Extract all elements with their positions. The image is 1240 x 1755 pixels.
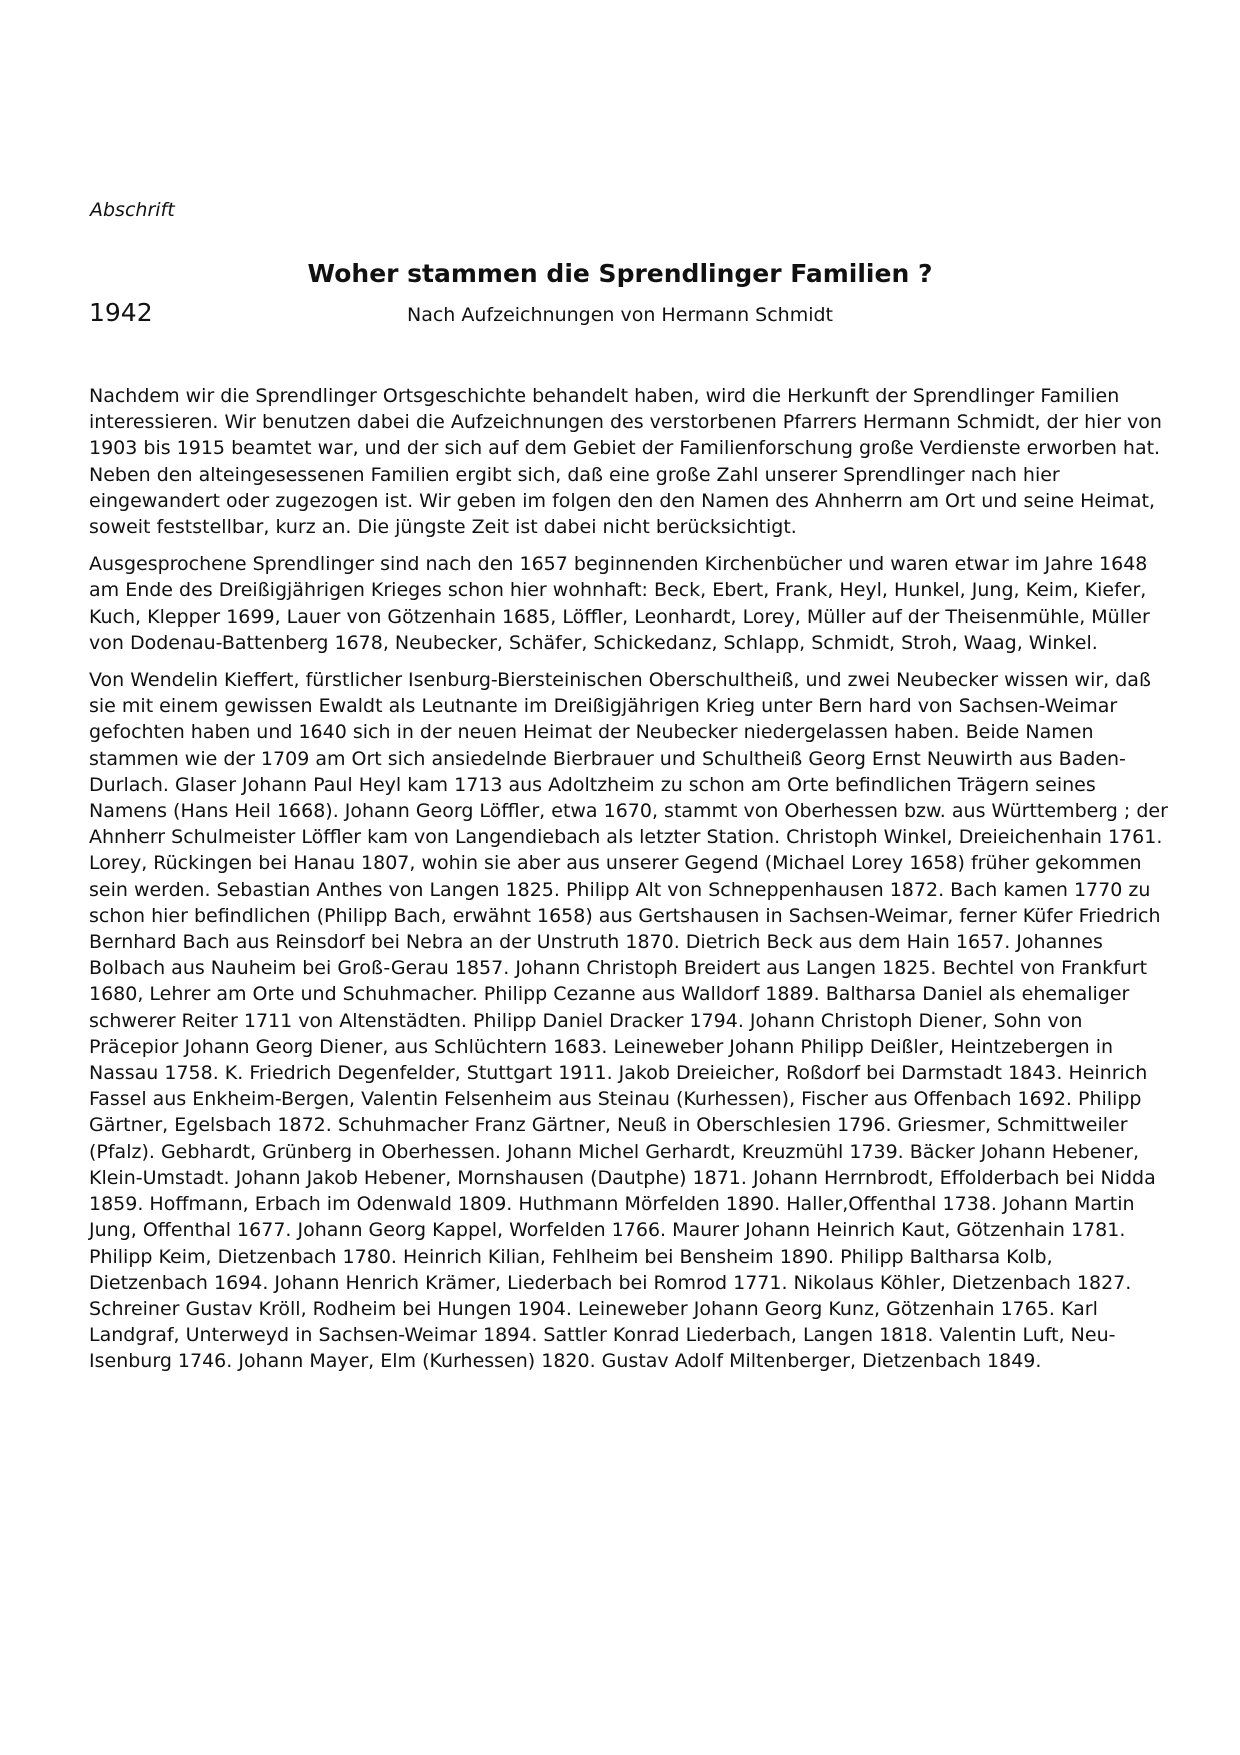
paragraph-native-families: Ausgesprochene Sprendlinger sind nach den 1657 beginnenden Kirchenbücher und waren etwar im Jahre 1648 am Ende des Dreißigjährigen Krieges schon hier wohnhaft: Beck, Ebert, Frank, Heyl, Hunkel, Jung, Keim, Kiefer, Kuch, Klepper 1699, Lauer von Götzenhain 1685, Löffler, Leonhardt, Lorey, Müller auf der Theisenmühle, Müller von Dodenau-Battenberg 1678, Neubecker, Schäfer, Schickedanz, Schlapp, Schmidt, Stroh, Waag, Winkel. — [89, 553, 1150, 654]
document-subtitle: Nach Aufzeichnungen von Hermann Schmidt — [406, 304, 834, 326]
document-title: Woher stammen die Sprendlinger Familien ? — [307, 259, 933, 288]
paragraph-intro: Nachdem wir die Sprendlinger Ortsgeschichte behandelt haben, wird die Herkunft der Sprendlinger Familien interessieren. Wir benutzen dabei die Aufzeichnungen des verstorbenen Pfarrers Hermann Schmidt, der hier von 1903 bis 1915 beamtet war, und der sich auf dem Gebiet der Familienforschung große Verdienste erworben hat. Neben den alteingesessenen Familien ergibt sich, daß eine große Zahl unserer Sprendlinger nach hier eingewandert oder zugezogen ist. Wir geben im folgen den den Namen des Ahnherrn am Ort und seine Heimat, soweit feststellbar, kurz an. Die jüngste Zeit ist dabei nicht berücksichtigt. — [89, 385, 1162, 539]
paragraph-immigrant-families: Von Wendelin Kieffert, fürstlicher Isenburg-Biersteinischen Oberschultheiß, und zwei Neubecker wissen wir, daß sie mit einem gewissen Ewaldt als Leutnante im Dreißigjährigen Krieg unter Bern hard von Sachsen-Weimar gefochten haben und 1640 sich in der neuen Heimat der Neubecker niedergelassen haben. Beide Namen stammen wie der 1709 am Ort sich ansiedelnde Bierbrauer und Schultheiß Georg Ernst Neuwirth aus Baden-Durlach. Glaser Johann Paul Heyl kam 1713 aus Adoltzheim zu schon am Orte befindlichen Trägern seines Namens (Hans Heil 1668). Johann Georg Löffler, etwa 1670, stammt von Oberhessen bzw. aus Württemberg ; der Ahnherr Schulmeister Löffler kam von Langendiebach als letzter Station. Christoph Winkel, Dreieichenhain 1761. Lorey, Rückingen bei Hanau 1807, wohin sie aber aus unserer Gegend (Michael Lorey 1658) früher gekommen sein werden. Sebastian Anthes von Langen 1825. Philipp Alt von Schneppenhausen 1872. Bach kamen 1770 zu schon hier befindlichen (Philipp Bach, erwähnt 1658) aus Gertshausen in Sachsen-Weimar, ferner Küfer Friedrich Bernhard Bach aus Reinsdorf bei Nebra an der Unstruth 1870. Dietrich Beck aus dem Hain 1657. Johannes Bolbach aus Nauheim bei Groß-Gerau 1857. Johann Christoph Breidert aus Langen 1825. Bechtel von Frankfurt 1680, Lehrer am Orte und Schuhmacher. Philipp Cezanne aus Walldorf 1889. Baltharsa Daniel als ehemaliger schwerer Reiter 1711 von Altenstädten. Philipp Daniel Dracker 1794. Johann Christoph Diener, Sohn von Präcepior Johann Georg Diener, aus Schlüchtern 1683. Leineweber Johann Philipp Deißler, Heintzebergen in Nassau 1758. K. Friedrich Degenfelder, Stuttgart 1911. Jakob Dreieicher, Roßdorf bei Darmstadt 1843. Heinrich Fassel aus Enkheim-Bergen, Valentin Felsenheim aus Steinau (Kurhessen), Fischer aus Offenbach 1692. Philipp Gärtner, Egelsbach 1872. Schuhmacher Franz Gärtner, Neuß in Oberschlesien 1796. Griesmer, Schmittweiler (Pfalz). Gebhardt, Grünberg in Oberhessen. Johann Michel Gerhardt, Kreuzmühl 1739. Bäcker Johann Hebener, Klein-Umstadt. Johann Jakob Hebener, Mornshausen (Dautphe) 1871. Johann Herrnbrodt, Effolderbach bei Nidda 1859. Hoffmann, Erbach im Odenwald 1809. Huthmann Mörfelden 1890. Haller,Offenthal 1738. Johann Martin Jung, Offenthal 1677. Johann Georg Kappel, Worfelden 1766. Maurer Johann Heinrich Kaut, Götzenhain 1781. Philipp Keim, Dietzenbach 1780. Heinrich Kilian, Fehlheim bei Bensheim 1890. Philipp Baltharsa Kolb, Dietzenbach 1694. Johann Henrich Krämer, Liederbach bei Romrod 1771. Nikolaus Köhler, Dietzenbach 1827. Schreiner Gustav Kröll, Rodheim bei Hungen 1904. Leineweber Johann Georg Kunz, Götzenhain 1765. Karl Landgraf, Unterweyd in Sachsen-Weimar 1894. Sattler Konrad Liederbach, Langen 1818. Valentin Luft, Neu-Isenburg 1746. Johann Mayer, Elm (Kurhessen) 1820. Gustav Adolf Miltenberger, Dietzenbach 1849. — [89, 669, 1168, 1373]
copy-label: Abschrift — [90, 199, 175, 221]
document-body — [89, 383, 1173, 1386]
document-year: 1942 — [89, 298, 153, 327]
